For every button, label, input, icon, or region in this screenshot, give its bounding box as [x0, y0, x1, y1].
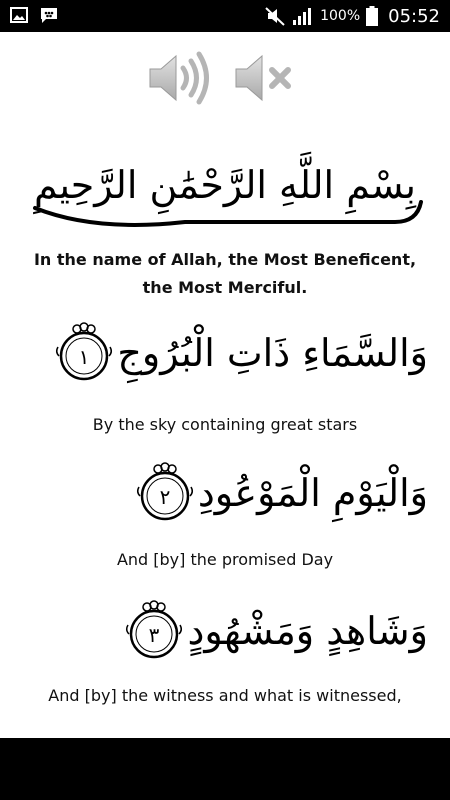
verse-2[interactable] [132, 460, 428, 526]
verse-3-arabic: وَشَاهِدٍ وَمَشْهُودٍ [187, 609, 428, 653]
battery-icon [366, 6, 378, 26]
bismillah-arabic: بِسْمِ اللَّهِ الرَّحْمَٰنِ الرَّحِيمِ [34, 163, 416, 207]
chat-notification-icon [40, 6, 58, 24]
surah-content[interactable] [0, 32, 450, 738]
verse-2-arabic: وَالْيَوْمِ الْمَوْعُودِ [197, 471, 428, 515]
verse-1[interactable] [51, 320, 428, 386]
verse-3-translation: And [by] the witness and what is witnessed, [48, 686, 402, 705]
audio-controls [0, 48, 450, 108]
bismillah-translation: In the name of Allah, the Most Beneficent, the Most Merciful. [33, 250, 417, 297]
verse-2-translation: And [by] the promised Day [116, 550, 334, 569]
image-notification-icon [10, 6, 28, 24]
ayah-number: ١ [78, 345, 90, 369]
verse-3[interactable] [121, 598, 428, 664]
bismillah-calligraphy [25, 140, 425, 240]
silent-mode-icon [264, 5, 286, 27]
status-bar [0, 0, 450, 32]
battery-percentage: 100% [320, 8, 361, 24]
ayah-number-marker [132, 460, 198, 526]
verse-1-translation: By the sky containing great stars [92, 415, 358, 434]
clock: 05:52 [388, 5, 440, 27]
speaker-mute-icon[interactable] [232, 48, 298, 108]
speaker-play-icon[interactable] [146, 48, 212, 108]
ayah-number-marker [51, 320, 117, 386]
navigation-bar [0, 738, 450, 800]
ayah-number-marker [121, 598, 187, 664]
verse-1-arabic: وَالسَّمَاءِ ذَاتِ الْبُرُوجِ [117, 331, 428, 375]
signal-icon [292, 6, 314, 26]
ayah-number: ٣ [149, 623, 160, 647]
ayah-number: ٢ [159, 485, 171, 509]
